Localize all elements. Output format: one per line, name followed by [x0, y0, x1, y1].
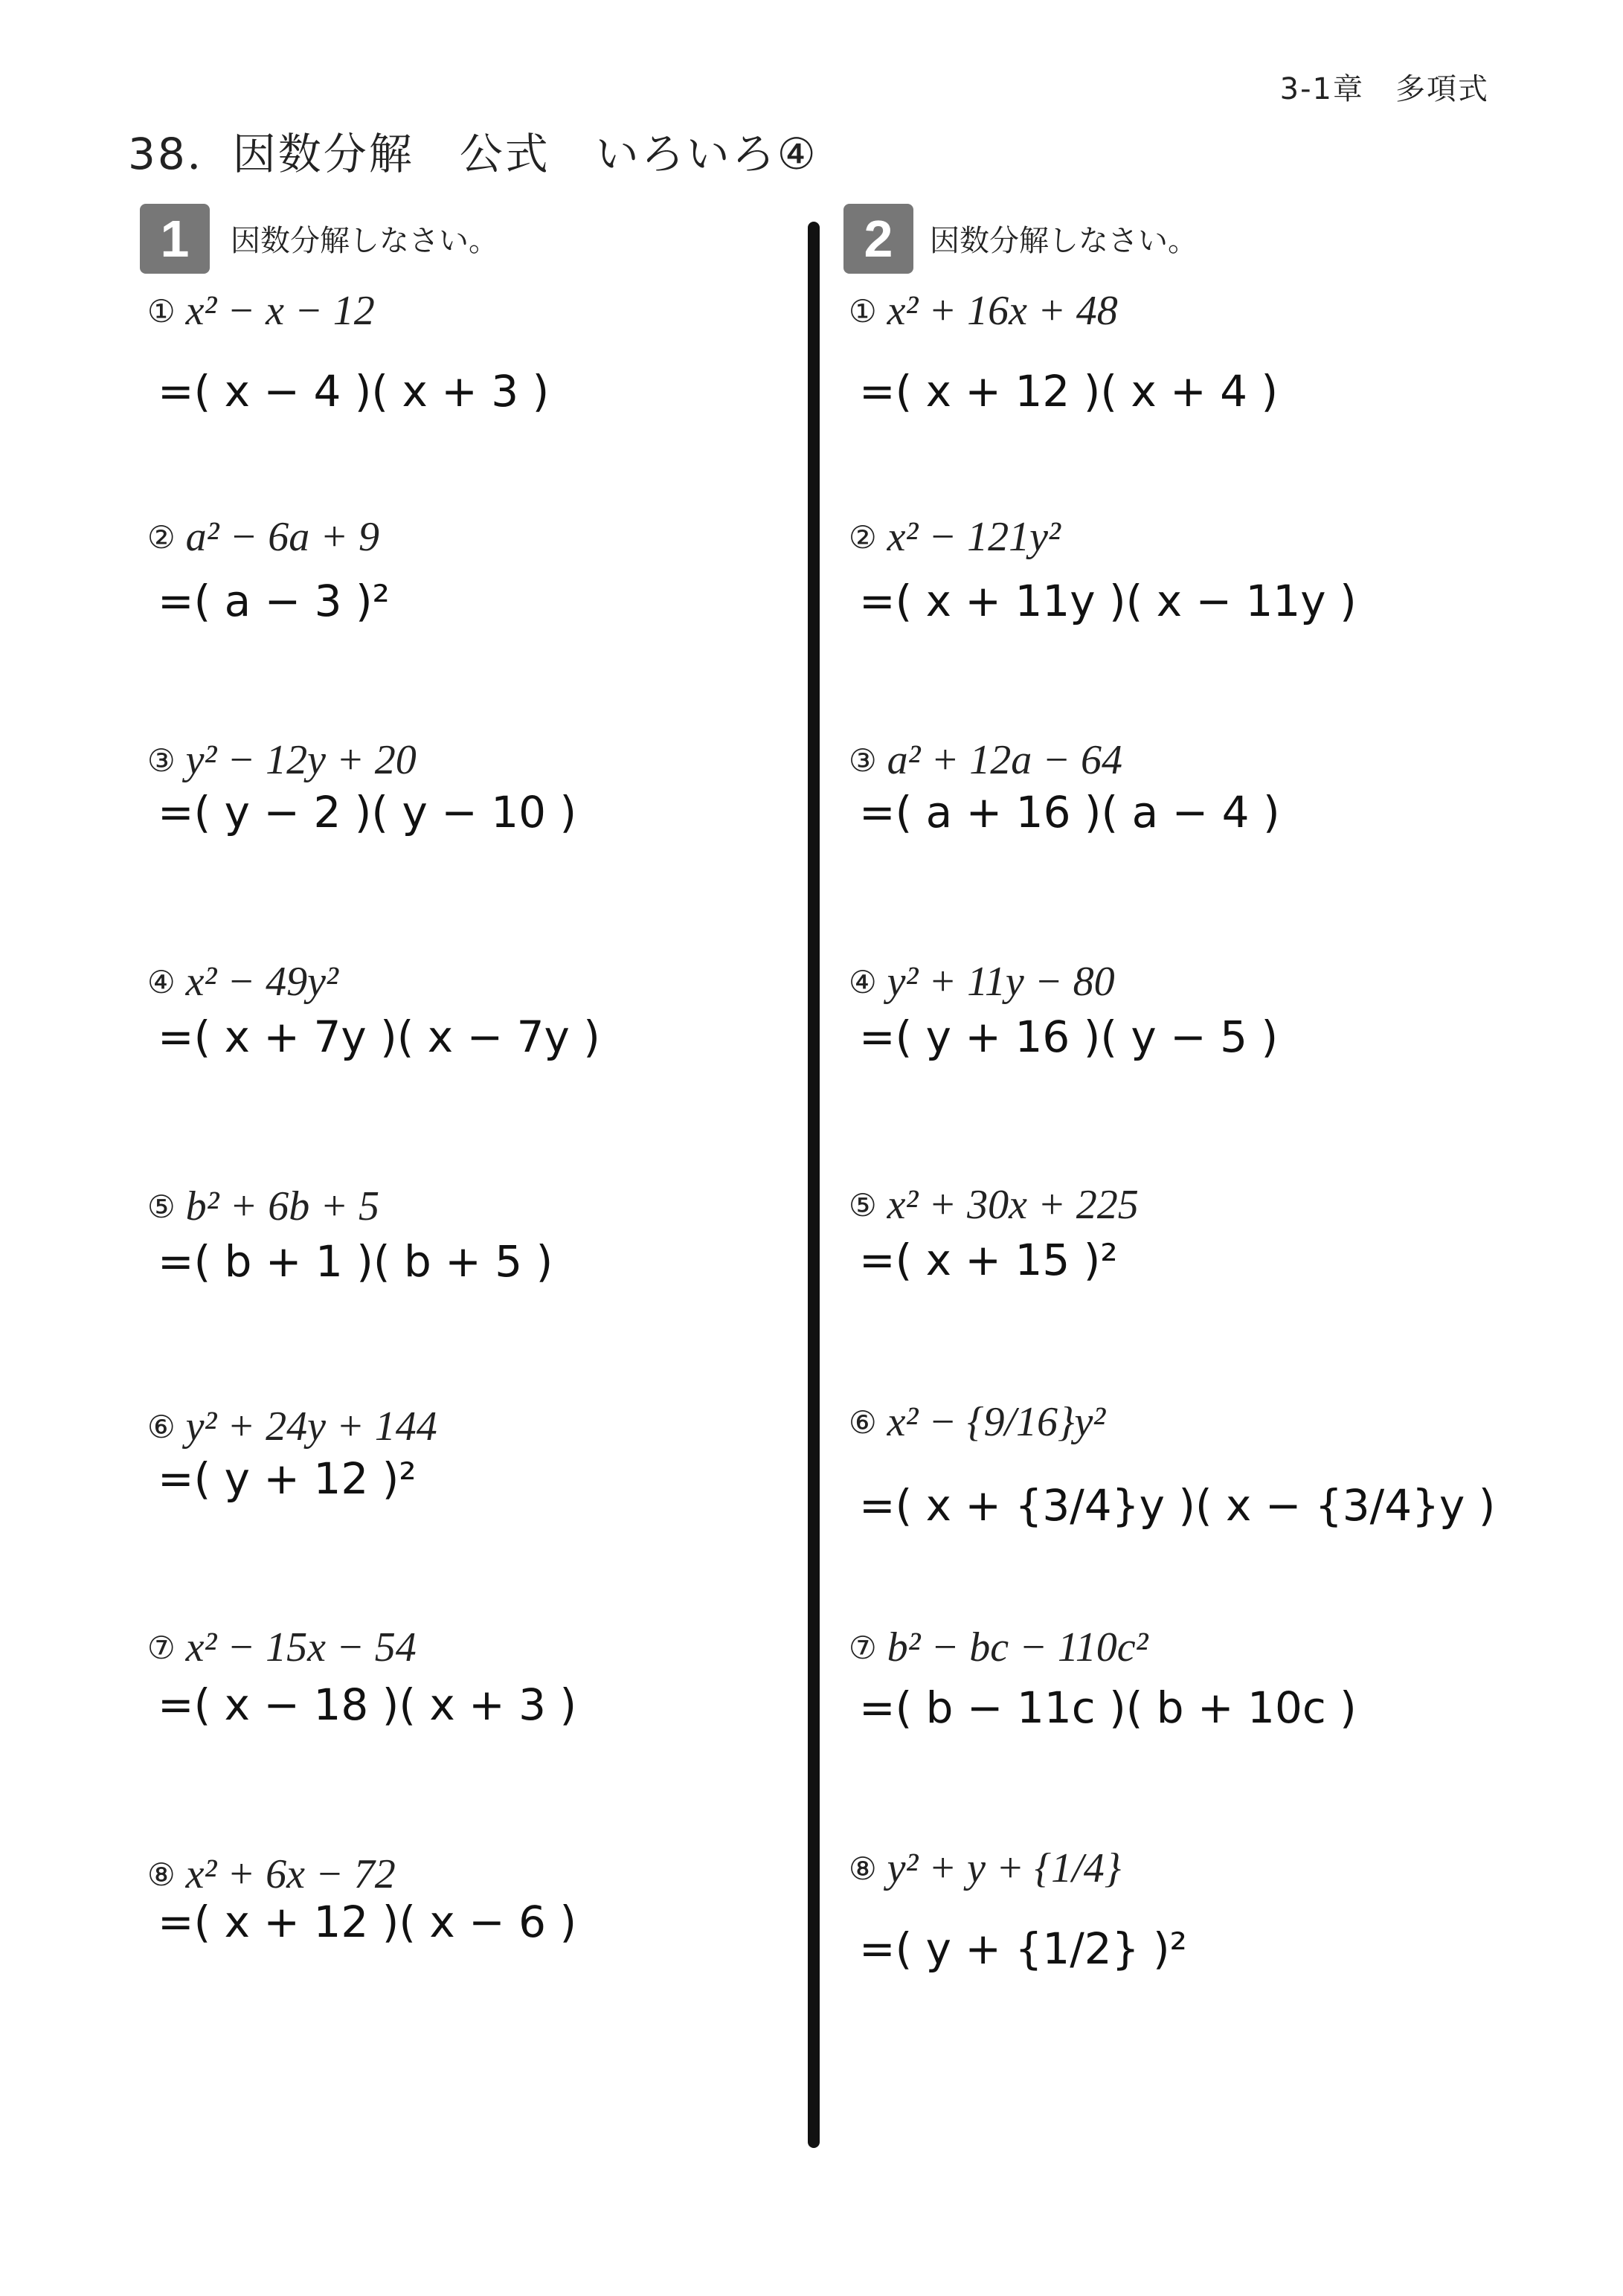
problem-2-4 — [849, 958, 1115, 1006]
handwritten-answer-1-7: =( x − 18 )( x + 3 ) — [158, 1679, 577, 1730]
problem-number: ② — [849, 518, 877, 556]
page-title: 38．因数分解 公式 いろいろ④ — [128, 129, 818, 179]
problem-expression: y² + 24y + 144 — [185, 1403, 437, 1450]
handwritten-answer-2-6: =( x + {3/4}y )( x − {3/4}y ) — [859, 1480, 1496, 1531]
problem-1-5 — [147, 1183, 379, 1230]
problem-expression: b² − bc − 110c² — [887, 1624, 1148, 1670]
column-divider — [808, 222, 820, 2148]
problem-1-7 — [147, 1624, 417, 1671]
handwritten-answer-2-8: =( y + {1/2} )² — [859, 1923, 1187, 1974]
handwritten-answer-1-3: =( y − 2 )( y − 10 ) — [158, 787, 577, 837]
problem-1-6 — [147, 1403, 437, 1450]
handwritten-answer-2-2: =( x + 11y )( x − 11y ) — [859, 576, 1357, 626]
handwritten-answer-1-8: =( x + 12 )( x − 6 ) — [158, 1897, 577, 1947]
problem-expression: x² + 16x + 48 — [887, 288, 1118, 334]
problem-expression: y² + 11y − 80 — [887, 959, 1115, 1005]
problem-number: ⑦ — [849, 1629, 877, 1666]
problem-2-7 — [849, 1624, 1148, 1671]
problem-1-4 — [147, 958, 338, 1006]
section-instruction-2: 因数分解しなさい。 — [930, 224, 1198, 258]
problem-number: ⑧ — [147, 1856, 176, 1893]
handwritten-answer-2-3: =( a + 16 )( a − 4 ) — [859, 787, 1280, 837]
problem-expression: x² + 6x − 72 — [185, 1851, 396, 1897]
problem-expression: a² − 6a + 9 — [185, 514, 380, 560]
handwritten-answer-1-6: =( y + 12 )² — [158, 1453, 417, 1504]
handwritten-answer-1-4: =( x + 7y )( x − 7y ) — [158, 1012, 600, 1062]
problem-number: ① — [849, 292, 877, 329]
problem-number: ③ — [147, 742, 176, 779]
problem-1-2 — [147, 513, 379, 561]
problem-expression: x² − 49y² — [185, 959, 338, 1005]
problem-expression: x² + 30x + 225 — [887, 1182, 1139, 1228]
problem-number: ④ — [147, 963, 176, 1000]
problem-expression: y² − 12y + 20 — [185, 737, 417, 783]
problem-2-1 — [849, 287, 1118, 335]
problem-2-2 — [849, 513, 1061, 561]
problem-expression: a² + 12a − 64 — [887, 737, 1123, 783]
handwritten-answer-2-7: =( b − 11c )( b + 10c ) — [859, 1682, 1357, 1733]
section-instruction-1: 因数分解しなさい。 — [231, 224, 498, 258]
problem-expression: x² − {9/16}y² — [887, 1399, 1106, 1445]
problem-number: ③ — [849, 742, 877, 779]
problem-number: ② — [147, 518, 176, 556]
problem-expression: y² + y + {1/4} — [887, 1845, 1122, 1891]
problem-expression: x² − x − 12 — [185, 288, 375, 334]
problem-expression: x² − 15x − 54 — [185, 1624, 417, 1670]
handwritten-answer-2-4: =( y + 16 )( y − 5 ) — [859, 1012, 1279, 1062]
problem-2-8 — [849, 1845, 1121, 1892]
handwritten-answer-1-1: =( x − 4 )( x + 3 ) — [158, 366, 550, 417]
section-badge-2: 2 — [843, 204, 913, 274]
handwritten-answer-1-5: =( b + 1 )( b + 5 ) — [158, 1236, 553, 1287]
handwritten-answer-2-5: =( x + 15 )² — [859, 1235, 1118, 1285]
problem-2-6 — [849, 1398, 1105, 1446]
problem-number: ① — [147, 292, 176, 329]
problem-number: ⑤ — [147, 1188, 176, 1225]
problem-number: ④ — [849, 963, 877, 1000]
problem-number: ⑧ — [849, 1850, 877, 1887]
problem-expression: b² + 6b + 5 — [185, 1183, 380, 1229]
problem-expression: x² − 121y² — [887, 514, 1061, 560]
problem-1-8 — [147, 1850, 396, 1898]
problem-number: ⑦ — [147, 1629, 176, 1666]
problem-1-3 — [147, 736, 417, 784]
handwritten-answer-2-1: =( x + 12 )( x + 4 ) — [859, 366, 1279, 417]
problem-number: ⑥ — [849, 1403, 877, 1441]
problem-1-1 — [147, 287, 375, 335]
chapter-label: 3-1章 多項式 — [1279, 72, 1489, 106]
handwritten-answer-1-2: =( a − 3 )² — [158, 576, 390, 626]
problem-2-5 — [849, 1181, 1139, 1229]
problem-number: ⑥ — [147, 1408, 176, 1445]
problem-2-3 — [849, 736, 1122, 784]
section-badge-1: 1 — [140, 204, 210, 274]
problem-number: ⑤ — [849, 1186, 877, 1223]
